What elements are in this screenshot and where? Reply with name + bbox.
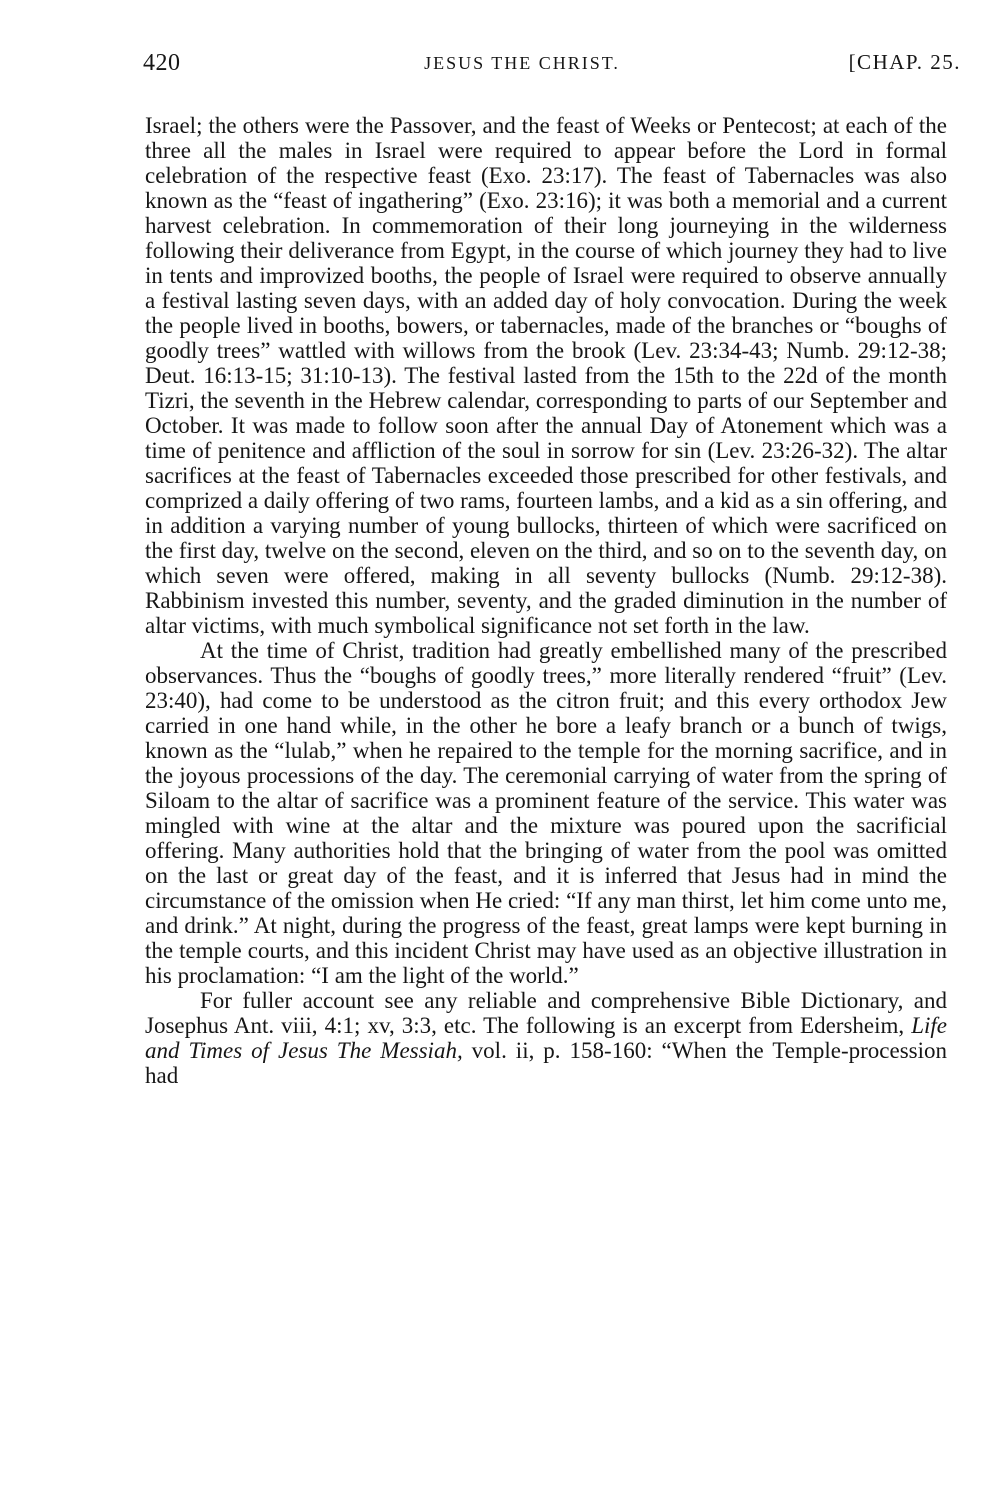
paragraph-2: At the time of Christ, tradition had greatly embellished many of the prescribed observances. Thus the “boughs of goodly trees,” more literally rendered “fruit” (Lev. 23:40), had come to be understood as the citron fruit; and this every orthodox Jew carried in one hand while, in the other he bore a leafy branch or a bunch of twigs, known as the “lulab,” when he repaired to the temple for the morning sacrifice, and in the joyous processions of the day. The ceremonial carrying of water from the spring of Siloam to the altar of sacrifice was a prominent feature of the service. This water was mingled with wine at the altar and the mixture was poured upon the sacrificial offering. Many authorities hold that the bringing of water from the pool was omitted on the last or great day of the feast, and it is inferred that Jesus had in mind the circumstance of the omission when He cried: “If any man thirst, let him come unto me, and drink.” At night, during the progress of the feast, great lamps were kept burning in the temple courts, and this incident Christ may have used as an objective illustration in his proclamation: “I am the light of the world.” xyxy=(145,638,947,988)
paragraph-3-text-after: vol. ii, p. 158-160: “When the Temple-procession had xyxy=(145,1038,947,1088)
chapter-reference: [CHAP. 25. xyxy=(848,50,961,74)
paragraph-3 xyxy=(145,988,947,1088)
paragraph-3-text-before: For fuller account see any reliable and comprehensive Bible Dictionary, and Josephus Ant. viii, 4:1; xv, 3:3, etc. The following is an excerpt from Edersheim, xyxy=(145,988,947,1038)
paragraph-1: Israel; the others were the Passover, and the feast of Weeks or Pentecost; at each of the three all the males in Israel were required to appear before the Lord in formal celebration of the respective feast (Exo. 23:17). The feast of Tabernacles was also known as the “feast of ingathering” (Exo. 23:16); it was both a memorial and a current harvest celebration. In commemoration of their long journeying in the wilderness following their deliverance from Egypt, in the course of which journey they had to live in tents and improvized booths, the people of Israel were required to observe annually a festival lasting seven days, with an added day of holy convocation. During the week the people lived in booths, bowers, or tabernacles, made of the branches or “boughs of goodly trees” wattled with willows from the brook (Lev. 23:34-43; Numb. 29:12-38; Deut. 16:13-15; 31:10-13). The festival lasted from the 15th to the 22d of the month Tizri, the seventh in the Hebrew calendar, corresponding to parts of our September and October. It was made to follow soon after the annual Day of Atonement which was a time of penitence and affliction of the soul in sorrow for sin (Lev. 23:26-32). The altar sacrifices at the feast of Tabernacles exceeded those prescribed for other festivals, and comprized a daily offering of two rams, fourteen lambs, and a kid as a sin offering, and in addition a varying number of young bullocks, thirteen of which were sacrificed on the first day, twelve on the second, eleven on the third, and so on to the seventh day, on which seven were offered, making in all seventy bullocks (Numb. 29:12-38). Rabbinism invested this number, seventy, and the graded diminution in the number of altar victims, with much symbolical significance not set forth in the law. xyxy=(145,113,947,638)
book-title-italic: Life and Times of Jesus The Messiah, xyxy=(145,1013,947,1063)
page-number: 420 xyxy=(143,50,181,76)
body-text xyxy=(145,113,947,1088)
running-title: JESUS THE CHRIST. xyxy=(424,53,620,73)
running-head xyxy=(143,50,961,86)
